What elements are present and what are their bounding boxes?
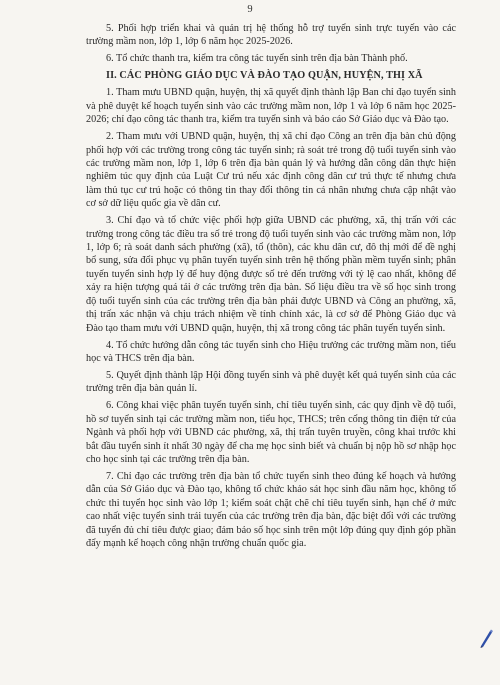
- paragraph-6-publicize: 6. Công khai việc phân tuyến tuyển sinh, chỉ tiêu tuyển sinh, các quy định về độ tuổi, hồ sơ tuyển sinh tại các trường mầm non, tiểu học, THCS; trên cổng thông tin điện tử của Ngành và phối hợp với UBND các phường, xã, thị trấn tuyên truyền, công khai trước khi bắt đầu tuyển sinh ít nhất 30 ngày để cha mẹ học sinh biết và chuẩn bị nộp hồ sơ nhập học cho học sinh tại các trường trên địa bàn.: [86, 400, 456, 465]
- paragraph-2-police-coordination: 2. Tham mưu với UBND quận, huyện, thị xã chỉ đạo Công an trên địa bàn chủ động phối hợp với các trường trong công tác tuyển sinh; rà soát trẻ trong độ tuổi tuyển sinh vào các trường mầm non, lớp 1, lớp 6 trên địa bàn quản lý và hướng dẫn công dân thực hiện nghiêm túc quy định của Luật Cư trú nếu xác định công dân cư trú thực tế nhưng chưa làm thủ tục cư trú hoặc có thông tin thay đổi thông tin cá nhân nhưng chưa cập nhật vào cơ sở dữ liệu quốc gia về dân cư.: [86, 131, 456, 210]
- paragraph-4-guidance: 4. Tổ chức hướng dẫn công tác tuyển sinh cho Hiệu trưởng các trường mầm non, tiểu học và THCS trên địa bàn.: [86, 339, 456, 364]
- page-number: 9: [247, 4, 253, 15]
- paragraph-6-inspection: 6. Tổ chức thanh tra, kiểm tra công tác tuyển sinh trên địa bàn Thành phố.: [106, 53, 408, 65]
- pen-icon: [478, 628, 494, 648]
- paragraph-5-admission-council: 5. Quyết định thành lập Hội đồng tuyển sinh và phê duyệt kết quả tuyển sinh của các trường trên địa bàn quản lí.: [86, 369, 456, 395]
- section-heading-ii: II. CÁC PHÒNG GIÁO DỤC VÀ ĐÀO TẠO QUẬN, HUYỆN, THỊ XÃ: [106, 70, 423, 82]
- paragraph-3-survey-children: 3. Chỉ đạo và tổ chức việc phối hợp giữa UBND các phường, xã, thị trấn với các trường trong công tác điều tra số trẻ trong độ tuổi tuyển sinh vào các trường mầm non, lớp 1, lớp 6; rà soát danh sách phường (xã), tổ (thôn), các khu dân cư, đô thị mới để đề nghị bổ sung, sửa đổi phục vụ phân tuyến tuyển sinh trên hệ thống phần mềm tuyển sinh; phân tuyến tuyển sinh hợp lý để huy động được số trẻ đến trường với tỷ lệ cao nhất, không để xảy ra hiện tượng quá tải ở các trường trên địa bàn. Số liệu điều tra về số học sinh trong độ tuổi tuyển sinh của các trường trên địa bàn phải được UBND và Công an phường, xã, thị trấn xác nhận và chịu trách nhiệm về tính chính xác, là cơ sở để Phòng Giáo dục và Đào tạo tham mưu với UBND quận, huyện, thị xã trong công tác phân tuyến tuyển sinh.: [86, 215, 456, 334]
- paragraph-7-direct-schools: 7. Chỉ đạo các trường trên địa bàn tổ chức tuyển sinh theo đúng kế hoạch và hướng dẫn của Sở Giáo dục và Đào tạo, không tổ chức khảo sát học sinh đầu năm học, không tổ chức thi tuyển học sinh vào lớp 1; kiểm soát chặt chẽ chỉ tiêu tuyển sinh, hạn chế ở mức cao nhất việc tuyển sinh trái tuyến của các trường trên địa bàn, đặc biệt đối với các trường đã tuyển đủ chỉ tiêu được giao; đảm bảo số học sinh trên một lớp đúng quy định góp phần đẩy mạnh kế hoạch công nhận trường chuẩn quốc gia.: [86, 470, 456, 549]
- document-body: [86, 22, 456, 554]
- paragraph-5-coordinate-online-system: 5. Phối hợp triển khai và quản trị hệ thống hỗ trợ tuyển sinh trực tuyến vào các trường mầm non, lớp 1, lớp 6 năm học 2025-2026.: [86, 23, 456, 48]
- paragraph-1-advise-ubnd: 1. Tham mưu UBND quận, huyện, thị xã quyết định thành lập Ban chỉ đạo tuyển sinh và phê duyệt kế hoạch tuyển sinh vào các trường mầm non, lớp 1 và lớp 6 năm học 2025-2026; chỉ đạo công tác thanh tra, kiểm tra tuyển sinh và báo cáo Sở Giáo dục và Đào tạo.: [86, 87, 456, 126]
